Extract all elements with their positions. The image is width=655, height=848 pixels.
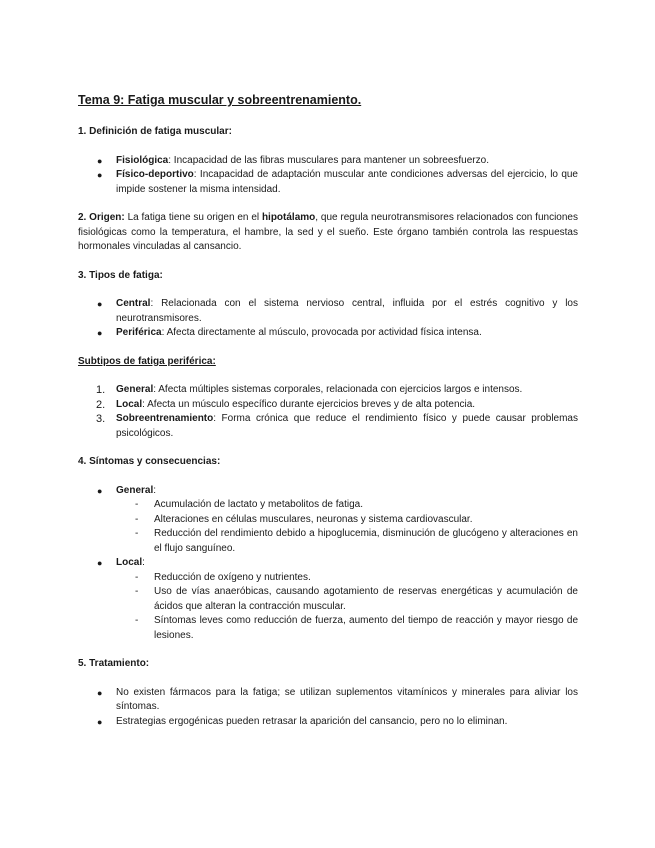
symptoms-list xyxy=(78,484,578,644)
bullet-icon: ● xyxy=(97,716,103,727)
section-4-heading: 4. Síntomas y consecuencias: xyxy=(78,456,221,467)
sub-list-item xyxy=(78,527,578,556)
item-number: 1. xyxy=(96,384,106,396)
term-text: : Afecta un músculo específico durante ejercicios breves y de alta potencia. xyxy=(142,398,476,410)
item-number: 3. xyxy=(96,413,106,425)
term-colon: : xyxy=(142,557,145,568)
bullet-icon: ● xyxy=(97,155,103,166)
bullet-icon: ● xyxy=(97,558,103,568)
list-item xyxy=(78,326,578,341)
section-2-paragraph xyxy=(78,211,578,255)
subtypes-heading: Subtipos de fatiga periférica: xyxy=(78,355,216,367)
document-page xyxy=(78,92,578,743)
fatigue-types-list xyxy=(78,297,578,341)
list-item xyxy=(78,412,578,441)
bullet-icon: ● xyxy=(97,485,103,496)
dash-icon: - xyxy=(135,528,139,539)
item-text: No existen fármacos para la fatiga; se utilizan suplementos vitamínicos y minerales para aliviar los síntomas. xyxy=(116,686,578,712)
paragraph-text: La fatiga tiene su origen en el xyxy=(124,212,262,223)
dash-icon: - xyxy=(135,571,139,583)
term-text: : Incapacidad de las fibras musculares para mantener un sobreesfuerzo. xyxy=(168,154,489,166)
list-item xyxy=(78,484,578,499)
bullet-icon: ● xyxy=(97,299,103,309)
term-text: : Incapacidad de adaptación muscular ante condiciones adversas del ejercicio, lo que impide sostener la misma intensidad. xyxy=(116,169,578,195)
list-item xyxy=(78,383,578,398)
sub-list-item xyxy=(78,571,578,586)
term: General xyxy=(116,384,154,395)
list-item xyxy=(78,297,578,326)
subtypes-list xyxy=(78,383,578,441)
definition-list xyxy=(78,154,578,198)
list-item xyxy=(78,686,578,715)
bullet-icon: ● xyxy=(97,170,103,180)
sub-list-item xyxy=(78,614,578,643)
sub-item-text: Acumulación de lactato y metabolitos de fatiga. xyxy=(154,499,364,510)
dash-icon: - xyxy=(135,615,139,626)
term-text: : Relacionada con el sistema nervioso central, influida por el estrés cognitivo y los neurotransmisores. xyxy=(116,298,578,324)
term: Central xyxy=(116,298,151,309)
list-item xyxy=(78,168,578,197)
treatment-list xyxy=(78,686,578,730)
item-number: 2. xyxy=(96,398,106,411)
sub-list-item xyxy=(78,513,578,528)
dash-icon: - xyxy=(135,586,139,597)
term: Físico-deportivo xyxy=(116,169,194,180)
page-title: Tema 9: Fatiga muscular y sobreentrenamiento. xyxy=(78,93,362,107)
term: Local xyxy=(116,557,143,568)
bullet-icon: ● xyxy=(97,328,103,338)
list-item xyxy=(78,556,578,571)
list-item xyxy=(78,154,578,169)
item-text: Estrategias ergogénicas pueden retrasar la aparición del cansancio, pero no lo eliminan. xyxy=(116,715,508,727)
section-1-heading: 1. Definición de fatiga muscular: xyxy=(78,126,232,137)
section-2-lead: 2. Origen: xyxy=(78,212,125,223)
term: Fisiológica xyxy=(116,154,169,166)
sub-item-text: Reducción del rendimiento debido a hipoglucemia, disminución de glucógeno y alteraciones en el flujo sanguíneo. xyxy=(154,528,578,554)
sub-item-text: Uso de vías anaeróbicas, causando agotamiento de reservas energéticas y acumulación de ácidos que alteran la contracción muscular. xyxy=(154,586,578,612)
highlight-term: hipotálamo xyxy=(261,212,316,223)
list-item xyxy=(78,398,578,413)
term: General xyxy=(116,484,154,496)
sub-list-item xyxy=(78,498,578,513)
dash-icon: - xyxy=(135,513,139,525)
term: Local xyxy=(116,398,143,410)
sub-list-item xyxy=(78,585,578,614)
term-text: : Afecta directamente al músculo, provocada por actividad física intensa. xyxy=(161,327,482,338)
sub-item-text: Alteraciones en células musculares, neuronas y sistema cardiovascular. xyxy=(154,513,473,525)
list-item xyxy=(78,715,578,730)
term-colon: : xyxy=(153,484,157,496)
bullet-icon: ● xyxy=(97,687,103,698)
section-5-heading: 5. Tratamiento: xyxy=(78,658,150,669)
term: Sobreentrenamiento xyxy=(116,413,214,424)
term-text: : Forma crónica que reduce el rendimiento físico y puede causar problemas psicológicos. xyxy=(116,413,578,439)
section-3-heading: 3. Tipos de fatiga: xyxy=(78,269,163,281)
dash-icon: - xyxy=(135,499,139,510)
sub-item-text: Reducción de oxígeno y nutrientes. xyxy=(154,571,311,583)
sub-item-text: Síntomas leves como reducción de fuerza, aumento del tiempo de reacción y mayor riesgo de lesiones. xyxy=(154,615,578,641)
paragraph-text: , que regula neurotransmisores relacionados con funciones fisiológicas como la temperatura, el hambre, la sed y el sueño. Este órgano también controla las respuestas hormonales vinculadas al cansancio. xyxy=(78,212,578,252)
term: Periférica xyxy=(116,327,162,338)
term-text: : Afecta múltiples sistemas corporales, relacionada con ejercicios largos e intensos. xyxy=(153,384,523,395)
